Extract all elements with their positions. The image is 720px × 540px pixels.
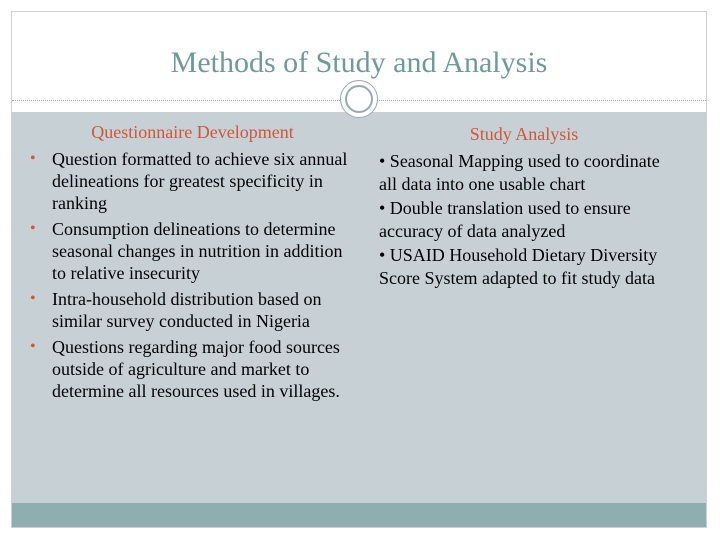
bullet-icon: • bbox=[30, 149, 36, 167]
circle-ornament-icon bbox=[340, 80, 378, 118]
list-item-text: Questions regarding major food sources outside of agriculture and market to determine all resources used in villages. bbox=[52, 336, 340, 401]
list-item bbox=[30, 288, 355, 332]
bullet-icon: • bbox=[30, 337, 36, 355]
analysis-line: • USAID Household Dietary Diversity Score System adapted to fit study data bbox=[379, 244, 658, 289]
list-item-text: Intra-household distribution based on similar survey conducted in Nigeria bbox=[52, 288, 322, 331]
analysis-line: • Seasonal Mapping used to coordinate all data into one usable chart bbox=[379, 150, 660, 195]
list-item bbox=[30, 336, 355, 402]
questionnaire-list bbox=[30, 148, 355, 402]
bullet-icon: • bbox=[30, 289, 36, 307]
analysis-line: • Double translation used to ensure accuracy of data analyzed bbox=[379, 197, 631, 242]
right-column bbox=[379, 118, 679, 291]
list-item bbox=[30, 218, 355, 284]
right-column-heading: Study Analysis bbox=[469, 124, 579, 144]
slide-title: Methods of Study and Analysis bbox=[170, 46, 548, 79]
list-item-text: Consumption delineations to determine seasonal changes in nutrition in addition to relative insecurity bbox=[52, 218, 343, 283]
circle-ornament-inner bbox=[345, 85, 373, 113]
footer-band bbox=[12, 503, 706, 527]
left-column-heading: Questionnaire Development bbox=[91, 122, 294, 142]
bullet-icon: • bbox=[30, 219, 36, 237]
list-item-text: Question formatted to achieve six annual delineations for greatest specificity in ranking bbox=[52, 148, 348, 213]
list-item bbox=[30, 148, 355, 214]
left-column bbox=[30, 118, 355, 406]
